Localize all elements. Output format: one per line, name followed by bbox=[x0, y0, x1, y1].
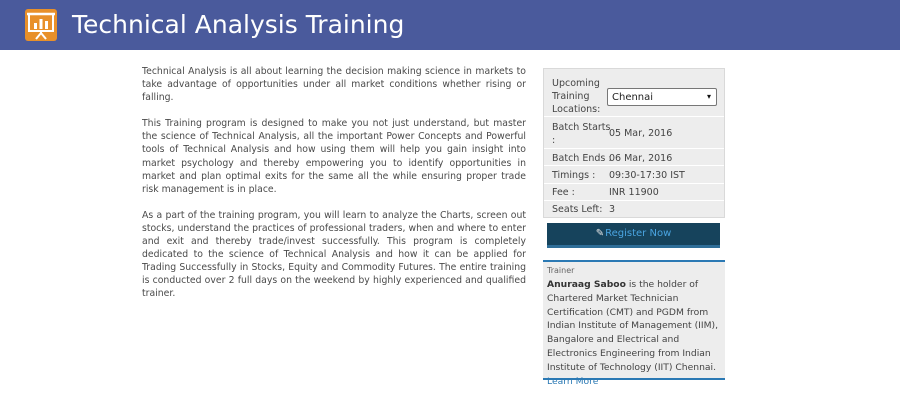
register-now-button[interactable] bbox=[547, 223, 720, 248]
location-select[interactable] bbox=[607, 88, 717, 106]
trainer-heading: Trainer bbox=[547, 266, 575, 275]
chevron-down-icon: ▾ bbox=[706, 92, 711, 101]
info-row-batch-ends bbox=[544, 148, 724, 165]
page-title: Technical Analysis Training bbox=[72, 10, 405, 39]
batch-ends-value: 06 Mar, 2016 bbox=[609, 153, 673, 164]
trainer-panel bbox=[543, 260, 725, 387]
trainer-bio-text: is the holder of Chartered Market Technician Certification (CMT) and PGDM from Indian Institute of Management (IIM), Bangalore and Electrical and Electronics Engineering from Indian Institute of Technology (IIT) Chennai. bbox=[547, 279, 719, 373]
trainer-name: Anuraag Saboo bbox=[547, 279, 626, 290]
info-row-timings bbox=[544, 165, 724, 183]
location-label: Upcoming Training Locations: bbox=[552, 78, 601, 115]
page-header bbox=[0, 0, 900, 50]
description-paragraph: Technical Analysis is all about learning the decision making science in markets to take advantage of opportunities under all market conditions whether rising or falling. bbox=[142, 66, 526, 104]
batch-starts-label: Batch Starts : bbox=[552, 122, 611, 146]
seats-left-label: Seats Left: bbox=[552, 204, 603, 215]
description-paragraph: As a part of the training program, you will learn to analyze the Charts, screen out stocks, understand the practices of professional traders, when and where to enter and exit and thereby trade/invest successfully. This program is completely dedicated to the science of Technical Analysis and how it can be applied for Trading Successfully in Stocks, Equity and Commodity Futures. The entire training is conducted over 2 full days on the weekend by highly experienced and qualified trainer. bbox=[142, 209, 526, 300]
fee-label: Fee : bbox=[552, 187, 575, 198]
batch-starts-value: 05 Mar, 2016 bbox=[609, 128, 673, 139]
info-row-seats-left bbox=[544, 200, 724, 218]
pencil-icon: ✎ bbox=[595, 228, 605, 239]
trainer-bio bbox=[547, 278, 723, 388]
presentation-chart-icon bbox=[24, 8, 58, 42]
seats-left-value: 3 bbox=[609, 204, 616, 215]
info-row-fee bbox=[544, 183, 724, 200]
training-info-panel bbox=[543, 68, 725, 218]
timings-label: Timings : bbox=[552, 170, 596, 181]
info-row-location bbox=[544, 69, 724, 116]
info-row-batch-starts bbox=[544, 116, 724, 148]
description-paragraph: This Training program is designed to make you not just understand, but master the science of Technical Analysis, all the important Power Concepts and Powerful tools of Technical Analysis and how using them will help you gain insight into market psychology and thereby empowering you to identify opportunities in market and plan optimal exits for the same all the while ensuring proper trade risk management is in place. bbox=[142, 118, 526, 195]
batch-ends-label: Batch Ends : bbox=[552, 153, 612, 164]
course-description bbox=[142, 65, 526, 314]
register-button-label: Register Now bbox=[605, 228, 672, 239]
location-selected-value: Chennai bbox=[612, 92, 654, 103]
fee-value: INR 11900 bbox=[609, 187, 659, 198]
timings-value: 09:30-17:30 IST bbox=[609, 170, 685, 181]
learn-more-link[interactable]: Learn More bbox=[547, 375, 599, 387]
